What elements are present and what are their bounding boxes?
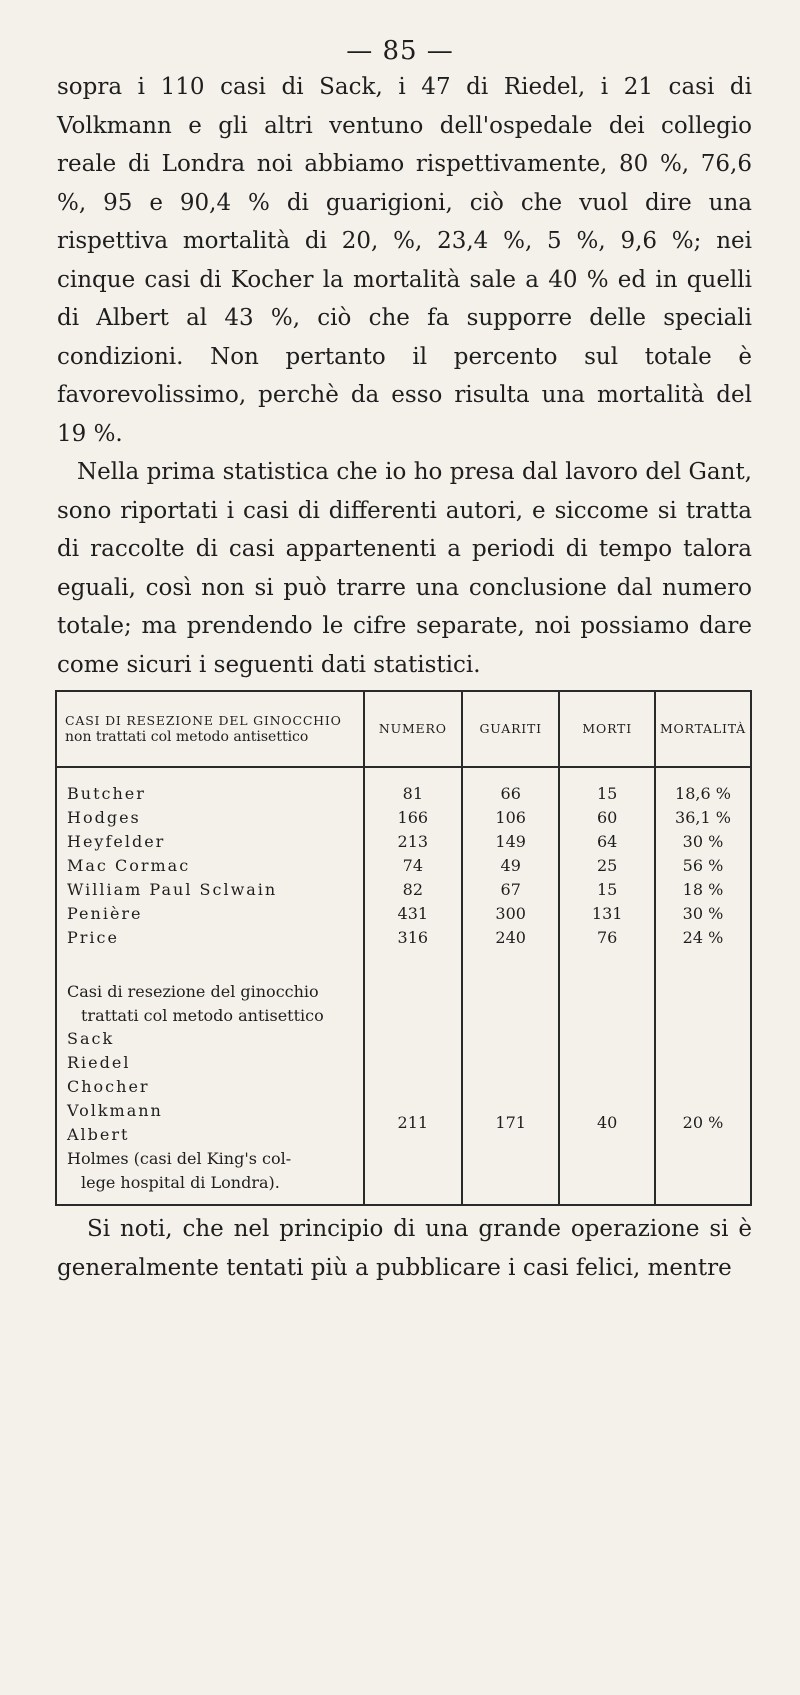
row-morti: 25 — [559, 854, 655, 878]
row-mortalita: 56 % — [655, 854, 751, 878]
row-mortalita: 30 % — [655, 902, 751, 926]
group-author: Riedel — [67, 1053, 131, 1072]
group-numero: 211 — [364, 966, 462, 1205]
paragraph-1: sopra i 110 casi di Sack, i 47 di Riedel, i 21 casi di Volkmann e gli altri ventuno dell'ospedale dei collegio reale di Londra noi abbiamo rispettivamente, 80 %, 76,6 %, 95 e 90,4 % di guarigioni, ciò che vuol dire una rispettiva mortalità di 20, %, 23,4 %, 5 %, 9,6 %; nei cinque casi di Kocher la mortalità sale a 40 % ed in quelli di Albert al 43 %, ciò che fa supporre delle speciali condizioni. Non pertanto il percento sul totale è favorevolissimo, perchè da esso risulta una mortalità del 19 %. — [57, 74, 752, 447]
row-author: Mac Cormac — [56, 854, 364, 878]
header-cases — [56, 691, 364, 767]
statistics-table — [55, 690, 752, 1206]
header-mortality: MORTALITÀ — [655, 691, 751, 767]
row-guariti: 49 — [462, 854, 559, 878]
table-row-antiseptic-group — [56, 966, 751, 1205]
row-numero: 81 — [364, 767, 462, 806]
row-morti: 64 — [559, 830, 655, 854]
row-author: Butcher — [56, 767, 364, 806]
header-healed: GUARITI — [462, 691, 559, 767]
row-morti: 15 — [559, 878, 655, 902]
group-morti: 40 — [559, 966, 655, 1205]
group-authors-cell — [56, 966, 364, 1205]
row-mortalita: 18 % — [655, 878, 751, 902]
row-guariti: 66 — [462, 767, 559, 806]
header-dead: MORTI — [559, 691, 655, 767]
group-author: Albert — [67, 1125, 130, 1144]
table-header-row — [56, 691, 751, 767]
row-author: William Paul Sclwain — [56, 878, 364, 902]
paragraph-3: Si noti, che nel principio di una grande operazione si è generalmente tentati più a pubblicare i casi felici, mentre — [57, 1216, 752, 1281]
row-numero: 213 — [364, 830, 462, 854]
table-row — [56, 767, 751, 806]
row-author: Penière — [56, 902, 364, 926]
row-guariti: 149 — [462, 830, 559, 854]
row-guariti: 300 — [462, 902, 559, 926]
row-numero: 431 — [364, 902, 462, 926]
row-morti: 15 — [559, 767, 655, 806]
row-author: Heyfelder — [56, 830, 364, 854]
group-description-line-2: trattati col metodo antisettico — [81, 1006, 324, 1025]
table-row — [56, 902, 751, 926]
row-mortalita: 30 % — [655, 830, 751, 854]
group-guariti: 171 — [462, 966, 559, 1205]
row-mortalita: 36,1 % — [655, 806, 751, 830]
row-mortalita: 24 % — [655, 926, 751, 966]
group-description-line-1: Casi di resezione del ginocchio — [67, 982, 319, 1001]
row-guariti: 240 — [462, 926, 559, 966]
row-morti: 60 — [559, 806, 655, 830]
header-cases-subtitle: non trattati col metodo antisettico — [65, 729, 309, 745]
row-numero: 316 — [364, 926, 462, 966]
group-description — [67, 966, 359, 1028]
header-cases-title: CASI DI RESEZIONE DEL GINOCCHIO — [65, 713, 342, 728]
table-row — [56, 878, 751, 902]
page-number: — 85 — — [346, 36, 454, 66]
table-row — [56, 806, 751, 830]
row-numero: 82 — [364, 878, 462, 902]
row-mortalita: 18,6 % — [655, 767, 751, 806]
row-author: Price — [56, 926, 364, 966]
row-morti: 76 — [559, 926, 655, 966]
table-row — [56, 830, 751, 854]
group-author: Sack — [67, 1029, 115, 1048]
row-numero: 166 — [364, 806, 462, 830]
group-mortalita: 20 % — [655, 966, 751, 1205]
row-guariti: 67 — [462, 878, 559, 902]
paragraph-2: Nella prima statistica che io ho presa dal lavoro del Gant, sono riportati i casi di differenti autori, e siccome si tratta di raccolte di casi appartenenti a periodi di tempo talora eguali, così non si può trarre una conclusione dal numero totale; ma prendendo le cifre separate, noi possiamo dare come sicuri i seguenti dati statistici. — [57, 459, 752, 678]
row-morti: 131 — [559, 902, 655, 926]
group-author: Chocher — [67, 1077, 150, 1096]
row-guariti: 106 — [462, 806, 559, 830]
group-author: Volkmann — [67, 1101, 163, 1120]
table-row — [56, 926, 751, 966]
header-number: NUMERO — [364, 691, 462, 767]
group-author-holmes-line-2: lege hospital di Londra). — [81, 1173, 280, 1192]
group-author-list — [67, 1028, 359, 1196]
row-numero: 74 — [364, 854, 462, 878]
group-author-holmes: Holmes (casi del King's col- — [67, 1149, 292, 1168]
table-row — [56, 854, 751, 878]
row-author: Hodges — [56, 806, 364, 830]
statistics-table-wrapper — [55, 690, 752, 1695]
